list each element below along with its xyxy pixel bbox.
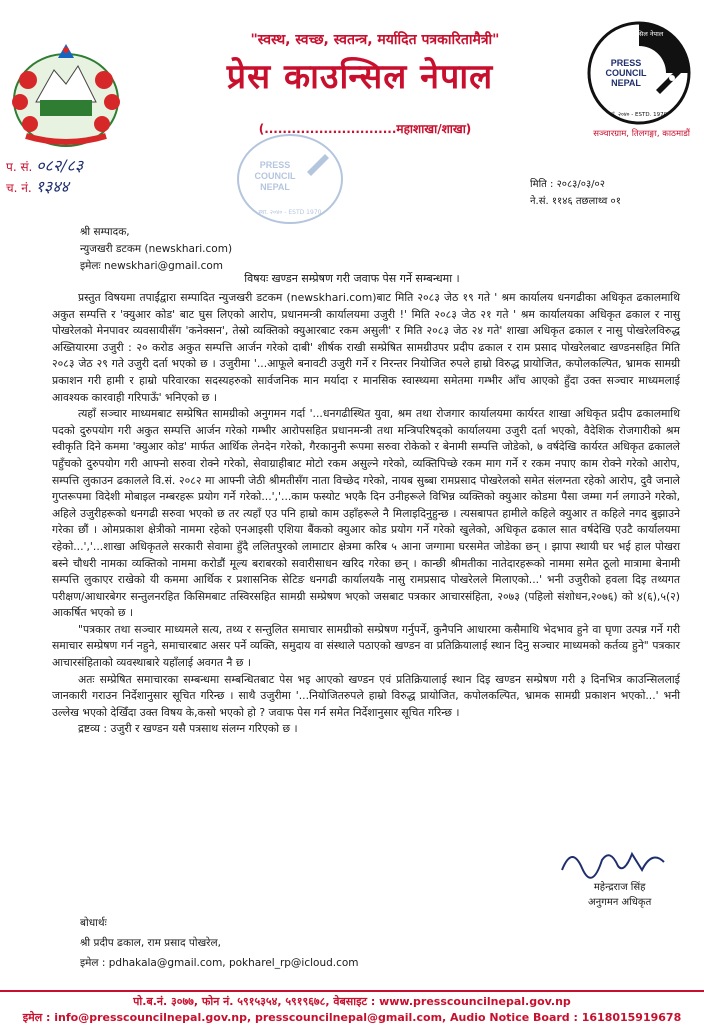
signatory-title: अनुगमन अधिकृत: [588, 897, 652, 908]
signatory-name: महेन्द्रराज सिंह: [593, 882, 646, 893]
svg-text:स्था. २०४० - ESTD 1970: स्था. २०४० - ESTD 1970: [258, 209, 322, 216]
subject-line: विषयः खण्डन सम्प्रेषण गरी जवाफ पेस गर्ने सम्बन्धमा ।: [244, 272, 460, 285]
ps-value: ०८२/८३: [36, 156, 84, 175]
body-paragraph: त्यहाँ सञ्चार माध्यमबाट सम्प्रेषित सामग्रीको अनुगमन गर्दा '...धनगढीस्थित युवा, श्रम तथा रोजगार कार्यालयमा कार्यरत शाखा अधिकृत प्रदीप ढकालमाथि पदको दुरुपयोग गरी अकुत सम्पत्ति आर्जन गरेको गम्भीर आरोपसहित प्रधानमन्त्री तथा मन्त्रिपरिषद्को कार्यालयमा उजुरी दर्ता भएको, वैदेशिक रोजगारीको श्रम स्वीकृति दिने कममा 'क्युआर कोड' मार्फत आर्थिक लेनदेन गरेको, गैरकानुनी रूपमा सरुवा रोकेको र बेनामी सम्पत्ति जोडेको, ७ वर्षदेखि कार्यरत अधिकृत ढकालले पहुँचको दुरुपयोग गरी आफ्नो सरुवा रोक्ने गरेको, सेवाग्राहीबाट मोटो रकम असुल्ने गरेको, व्यक्तिपिच्छे रकम माग गर्ने र रकम नपाए काम रोक्ने गरेको आरोप, सम्पत्ति लुकाउन ढकालले वि.सं. २०८२ मा आफ्नी जेठी श्रीमतीसँग नाता विच्छेद गरेको, नायब सुब्बा रामप्रसाद पोखरेलको समेत संलग्नता रहेको आरोप, दुवै जनाले गुप्तरूपमा विदेशी मोबाइल नम्बरहरू प्रयोग गर्ने गरेको...','...काम फस्योट भएकै दिन उनीहरूले विभिन्न व्यक्तिको क्युआर कोडमा पैसा जम्मा गर्न लगाउने गरेको, अहिले उजुरीहरूको धनगढी सरुवा भएको छ तर त्यहाँ एउ पनि हाम्रो काम उहाँहरूले नै मिलाइदिनुहुन्छ । त्यसबापत हामीले कहिले क्युआर त कहिले नगद बुझाउने गरेका छौं । ओमप्रकाश क्षेत्रीको नाममा रहेको एनआइसी एशिया बैंकको क्युआर कोड प्रयोग गर्ने गरेको खुलेको, अधिकृत ढकाल सात वर्षदेखि एउटै कार्यालयमा रहेको...','...शाखा अधिकृतले सरकारी सेवामा हुँदै ललितपुरको लामाटार क्षेत्रमा करिब ५ आना जग्गामा घरसमेत जोडेका छन् । झापा स्थायी घर भई हाल पोखरा बस्ने चौधरी नामका व्यक्तिको नाममा करोडौं मूल्य बराबरको सवारीसाधन खरिद गरेका छन् । कान्छी श्रीमतीका नातेदारहरूको नाममा समेत ठूलो मात्रामा बेनामी सम्पत्ति लुकाएर राखेको यी कममा आर्थिक र प्रशासनिक सेटिङ धनगढी कार्यालयकै नासु रामप्रसाद पोखरेलले मिलाएको...' भनी उजुरीको हवला दिइ तथ्यगत परीक्षण/आधारबेगर सन्तुलनरहित किसिमबाट तस्विरसहित सामग्री सम्प्रेषण भएको जसबाट पत्रकार आचारसंहिता, २०७३ (पहिलो संशोधन,२०७६) को ४(६),५(२) आकर्षित भएको छ ।: [52, 407, 680, 620]
recipient-email: इमेलः newskhari@gmail.com: [80, 260, 224, 272]
cc-recipients: श्री प्रदीप ढकाल, राम प्रसाद पोखरेल,: [80, 937, 221, 949]
org-title: प्रेस काउन्सिल नेपाल: [226, 57, 494, 97]
cc-label: बोधार्थः: [80, 917, 107, 929]
body-paragraph: अतः सम्प्रेषित समाचारका सम्बन्धमा सम्बन्धितबाट पेस भइ आएको खण्डन एवं प्रतिक्रियालाई स्थान दिइ खण्डन सम्प्रेषण गरी ३ दिनभित्र काउन्सिललाई जानकारी गराउन निर्देशानुसार सूचित गरिन्छ । साथै उजुरीमा '...नियोजितरुपले हाम्रो विरुद्ध प्रायोजित, कपोलकल्पित, भ्रामक सामग्री प्रकाशन भएको...' भनी उल्लेख भएको देखिँदा उक्त विषय के,कसो भएको हो ? जवाफ पेस गर्न समेत निर्देशानुसार सूचित गरिन्छ ।: [52, 672, 680, 719]
letter-body: [52, 290, 680, 738]
svg-text:PRESS: PRESS: [610, 58, 642, 68]
motto: "स्वस्थ, स्वच्छ, स्वतन्त्र, मर्यादित पत्रकारितामैत्री": [250, 32, 500, 48]
svg-text:NEPAL: NEPAL: [611, 78, 641, 88]
letter-dates: [530, 176, 690, 210]
nepal-emblem-icon: [6, 40, 126, 150]
cn-value: १३४४: [35, 177, 69, 196]
svg-text:NEPAL: NEPAL: [260, 182, 290, 192]
svg-text:COUNCIL: COUNCIL: [254, 171, 296, 181]
svg-text:PRESS: PRESS: [259, 160, 291, 170]
svg-text:प्रेस काउन्सिल नेपाल: प्रेस काउन्सिल नेपाल: [614, 30, 664, 38]
footer-emails: इमेल : info@presscouncilnepal.gov.np, presscouncilnepal@gmail.com, Audio Notice Board : 1618015919678: [22, 1011, 682, 1024]
cc-block: [80, 913, 359, 973]
recipient-line: न्युजखरी डटकम (newskhari.com): [80, 243, 233, 255]
body-paragraph: प्रस्तुत विषयमा तपाईंद्वारा सम्पादित न्युजखरी डटकम (newskhari.com)बाट मिति २०८३ जेठ १९ गते ' श्रम कार्यालय धनगढीका अधिकृत ढकालमाथि अकुत सम्पत्ति र 'क्युआर कोड' बाट घुस लिएको आरोप, प्रधानमन्त्री कार्यालयमा उजुरी !' मिति २०८३ जेठ २१ गते ' श्रम कार्यालयका अधिकृत ढकाल र नासु पोखरेलको मेनपावर व्यवसायीसँग 'कनेक्सन', तेस्रो व्यक्तिको क्युआरबाट रकम असुली' र मिति २०८३ जेठ २४ गते' शाखा अधिकृत ढकाल र नासु पोखरेलविरुद्ध अख्तियारमा उजुरी : २० करोड अकुत सम्पत्ति आर्जन गरेको दाबी' शीर्षक राखी सम्प्रेषित सामग्रीउपर प्रदीप ढकाल र राम प्रसाद पोखरेलबाट खण्डनसहित मिति २०८३ जेठ २९ गते उजुरी दर्ता भएको छ । उजुरीमा '...आफूले बनावटी उजुरी गर्ने र निरन्तर नियोजित रुपले हाम्रो विरुद्ध प्रायोजित, कपोलकल्पित, भ्रामक सामग्री प्रकाशन गरी हामी र हाम्रो परिवारका सदस्यहरुको सार्वजनिक मान मर्यादा र मानसिक स्वास्थ्यमा समेतमा गम्भीर आँच आएको हुँदा उक्त सञ्चार माध्यमलाई आवश्यक कारवाही गरिपाऊँ' भनिएको छ ।: [52, 291, 680, 404]
date-line: मिति : २०८३/०३/०२: [530, 179, 605, 190]
signature-icon: [552, 840, 682, 880]
signatory-block: [588, 880, 651, 910]
cn-label: च. नं.: [6, 181, 32, 195]
office-location: सञ्चारग्राम, तिलगङ्गा, काठमाडौं: [593, 129, 690, 139]
footer-divider: [0, 990, 704, 992]
recipient-line: श्री सम्पादक,: [80, 226, 130, 238]
body-paragraph: द्रष्टव्य : उजुरी र खण्डन यसै पत्रसाथ संलग्न गरिएको छ ।: [78, 722, 298, 736]
recipient-block: [80, 224, 232, 275]
branch-line: (.............................महाशाखा/शाखा): [258, 122, 472, 136]
pen-nib-icon: [586, 20, 692, 126]
cc-emails: इमेल : pdhakala@gmail.com, pokharel_rp@icloud.com: [80, 957, 359, 969]
footer-contact: पो.ब.नं. ३०७७, फोन नं. ५९१५३५४, ५९१९६७८, वेबसाइट : www.presscouncilnepal.gov.np: [133, 995, 571, 1008]
press-council-logo: [586, 20, 692, 126]
body-paragraph: "पत्रकार तथा सञ्चार माध्यमले सत्य, तथ्य र सन्तुलित समाचार सामग्रीको सम्प्रेषण गर्नुपर्ने, कुनैपनि आधारमा कसैमाथि भेदभाव हुने वा घृणा उत्पन्न गर्ने गरी समाचार सम्प्रेषण गर्न नहुने, समाचारबाट असर पर्ने व्यक्ति, समुदाय वा संस्थाले पठाएको खण्डन वा प्रतिक्रियालाई स्थान दिनु सञ्चार माध्यमको कर्तव्य हुने" पत्रकार आचारसंहिताको व्यवस्थाबारे यहाँलाई अवगत नै छ ।: [52, 622, 680, 670]
reference-numbers: [6, 156, 83, 198]
nepal-sambat-line: ने.सं. ११४६ तछलाथ्व ०१: [530, 196, 621, 207]
svg-text:सं. २०४० - ESTD. 1970: सं. २०४० - ESTD. 1970: [610, 112, 668, 118]
svg-text:COUNCIL: COUNCIL: [605, 68, 647, 78]
office-stamp-icon: [235, 132, 345, 227]
ps-label: प. सं.: [6, 160, 33, 174]
